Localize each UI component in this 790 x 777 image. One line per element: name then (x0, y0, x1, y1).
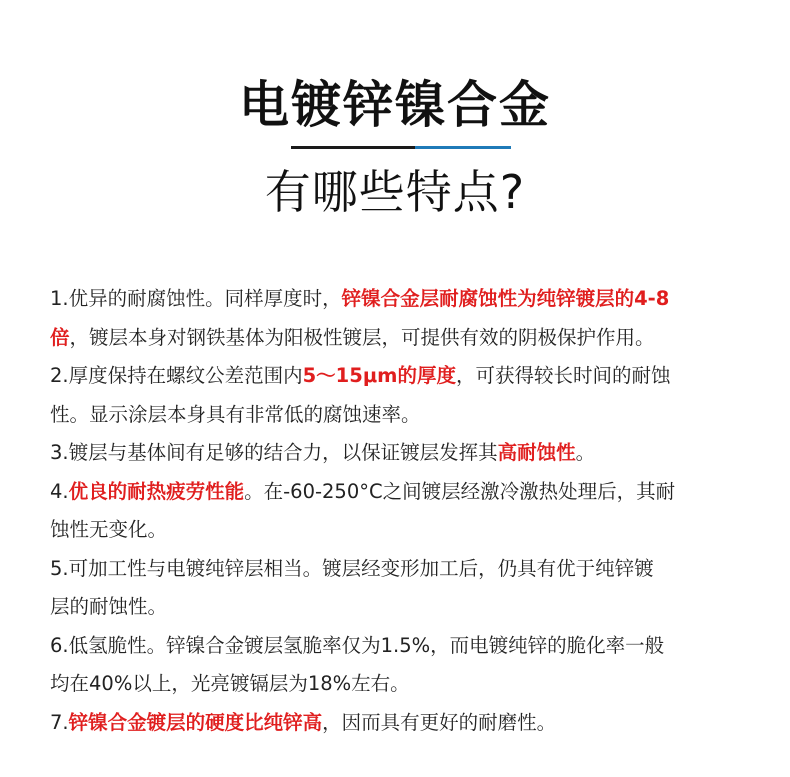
body-text: 。 (575, 441, 596, 464)
feature-line (50, 434, 740, 473)
feature-item (50, 473, 740, 550)
feature-list (50, 280, 740, 742)
feature-line (50, 396, 740, 435)
feature-item (50, 280, 740, 357)
body-text: 7. (50, 710, 69, 734)
body-text: ，镀层本身对钢铁基体为阳极性镀层，可提供有效的阴极保护作用。 (69, 325, 655, 349)
body-text: 4. (50, 479, 69, 503)
body-text: 1.优异的耐腐蚀性。同样厚度时， (50, 287, 342, 310)
highlight-text: 倍 (50, 325, 70, 349)
title-divider (291, 146, 511, 149)
highlight-text: 优良的耐热疲劳性能 (68, 479, 245, 503)
body-text: 。在-60-250°C之间镀层经激冷激热处理后，其耐 (244, 479, 676, 503)
divider-blue-segment (415, 146, 511, 149)
page-subtitle: 有哪些特点? (264, 165, 526, 219)
feature-item (50, 357, 740, 434)
body-text: 层的耐蚀性。 (50, 595, 168, 618)
page-title: 电镀锌镍合金 (239, 76, 551, 134)
feature-item (50, 550, 740, 627)
body-text: 2.厚度保持在螺纹公差范围内 (50, 364, 303, 387)
highlight-text: 锌镍合金层耐腐蚀性为纯锌镀层的4-8 (341, 287, 670, 310)
body-text: 6.低氢脆性。锌镍合金镀层氢脆率仅为1.5%，而电镀纯锌的脆化率一般 (50, 633, 665, 657)
body-text: 均在40%以上，光亮镀镉层为18%左右。 (50, 672, 410, 695)
feature-line (50, 704, 740, 743)
feature-item (50, 627, 740, 704)
feature-item (50, 704, 740, 743)
feature-line (50, 665, 740, 704)
highlight-text: 锌镍合金镀层的硬度比纯锌高 (68, 710, 323, 734)
feature-line (50, 473, 740, 512)
highlight-text: 高耐蚀性 (497, 441, 576, 464)
highlight-text: 5～15μm的厚度 (302, 364, 456, 387)
feature-line (50, 280, 740, 319)
feature-line (50, 511, 740, 550)
body-text: 5.可加工性与电镀纯锌层相当。镀层经变形加工后，仍具有优于纯锌镀 (50, 556, 654, 580)
feature-line (50, 357, 740, 396)
feature-line (50, 550, 740, 589)
feature-line (50, 627, 740, 666)
body-text: 3.镀层与基体间有足够的结合力，以保证镀层发挥其 (50, 441, 498, 464)
feature-line (50, 319, 740, 358)
body-text: 蚀性无变化。 (50, 518, 168, 541)
body-text: ，因而具有更好的耐磨性。 (322, 710, 557, 734)
feature-item (50, 434, 740, 473)
body-text: ，可获得较长时间的耐蚀 (455, 364, 671, 387)
divider-dark-segment (291, 146, 415, 149)
body-text: 性。显示涂层本身具有非常低的腐蚀速率。 (50, 402, 421, 426)
feature-line (50, 588, 740, 627)
